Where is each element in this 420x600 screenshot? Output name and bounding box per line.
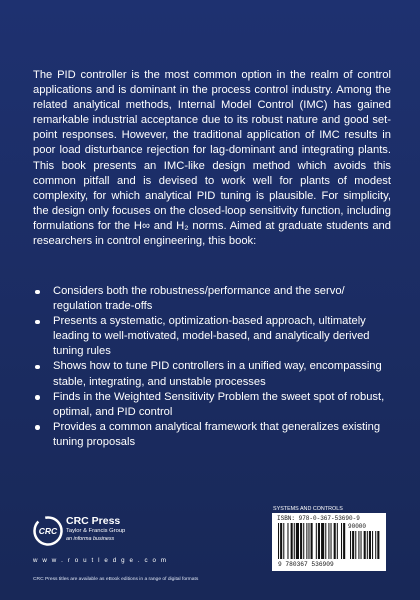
barcode-addon-bar (377, 531, 379, 559)
feature-list-item: Finds in the Weighted Sensitivity Problem the sweet spot of robust, optimal, and PID control (33, 390, 391, 420)
barcode-bar (337, 523, 338, 559)
barcode-bar (278, 523, 279, 559)
logo-text: CRC (38, 526, 58, 537)
barcode (272, 513, 386, 571)
barcode-bar (316, 523, 317, 559)
ebook-note: CRC Press titles are available as eBook editions in a range of digital formats (33, 577, 199, 582)
ean-number: 9 780367 536909 (278, 561, 334, 568)
crc-press-logo (33, 516, 63, 546)
barcode-bar (311, 523, 313, 559)
barcode-bar (328, 523, 329, 559)
barcode-addon-bar (364, 531, 366, 559)
barcode-bar (296, 523, 299, 559)
barcode-addon-bar (375, 531, 376, 559)
series-label: SYSTEMS AND CONTROLS (273, 506, 343, 512)
barcode-bar (306, 523, 307, 559)
barcode-bars (276, 523, 382, 561)
barcode-bar (287, 523, 288, 559)
feature-list-item: Shows how to tune PID controllers in a unified way, encompassing stable, integrating, and unstable processes (33, 359, 391, 389)
barcode-bar (318, 523, 320, 559)
feature-list-item: Considers both the robustness/performance and the servo/ regulation trade-offs (33, 284, 391, 314)
barcode-addon-bar (361, 531, 362, 559)
barcode-addon-bar (372, 531, 373, 559)
publisher-url: w w w . r o u t l e d g e . c o m (33, 557, 168, 564)
barcode-bar (291, 523, 293, 559)
isbn-text: ISBN: 978-0-367-53690-9 (277, 515, 360, 522)
barcode-bar (325, 523, 326, 559)
barcode-addon-bar (367, 531, 368, 559)
barcode-addon-bar (355, 531, 356, 559)
blurb-paragraph: The PID controller is the most common option in the realm of control applications and is dominant in the process control industry. Among the related analytical methods, Internal Model Control (IMC) has gained remarkable industrial acceptance due to its robust nature and good set-point responses. However, the traditional application of IMC results in poor load disturbance rejection for lag-dominant and integrating plants. This book presents an IMC-like design method which avoids this common pitfall and is devised to work well for plants of modest complexity, for which analytical PID tuning is plausible. For simplicity, the design only focuses on the closed-loop sensitivity function, including formulations for the H∞ and H₂ norms. Aimed at graduate students and researchers in control engineering, this book: (33, 69, 391, 248)
barcode-bar (343, 523, 345, 559)
barcode-bar (331, 523, 332, 559)
barcode-addon-bar (358, 531, 359, 559)
feature-list-item: Provides a common analytical framework that generalizes existing tuning proposals (33, 420, 391, 450)
publisher-name: CRC Press (66, 515, 121, 527)
barcode-bar (334, 523, 336, 559)
barcode-bar (294, 523, 295, 559)
barcode-bar (280, 523, 282, 559)
barcode-bar (321, 523, 324, 559)
feature-list-item: Presents a systematic, optimization-based approach, ultimately leading to well-motivated, model-based, and analytically derived tuning rules (33, 314, 391, 359)
barcode-bar (308, 523, 309, 559)
barcode-addon-bar (369, 531, 371, 559)
barcode-addon-bar (352, 531, 354, 559)
publisher-group: Taylor & Francis Group (66, 528, 126, 534)
barcode-bar (303, 523, 304, 559)
barcode-addon-bar (350, 531, 351, 559)
barcode-bar (300, 523, 302, 559)
publisher-tagline: an informa business (66, 536, 115, 542)
price-code: 90000 (348, 523, 367, 530)
feature-list (33, 284, 391, 450)
barcode-bar (341, 523, 342, 559)
barcode-bar (283, 523, 284, 559)
